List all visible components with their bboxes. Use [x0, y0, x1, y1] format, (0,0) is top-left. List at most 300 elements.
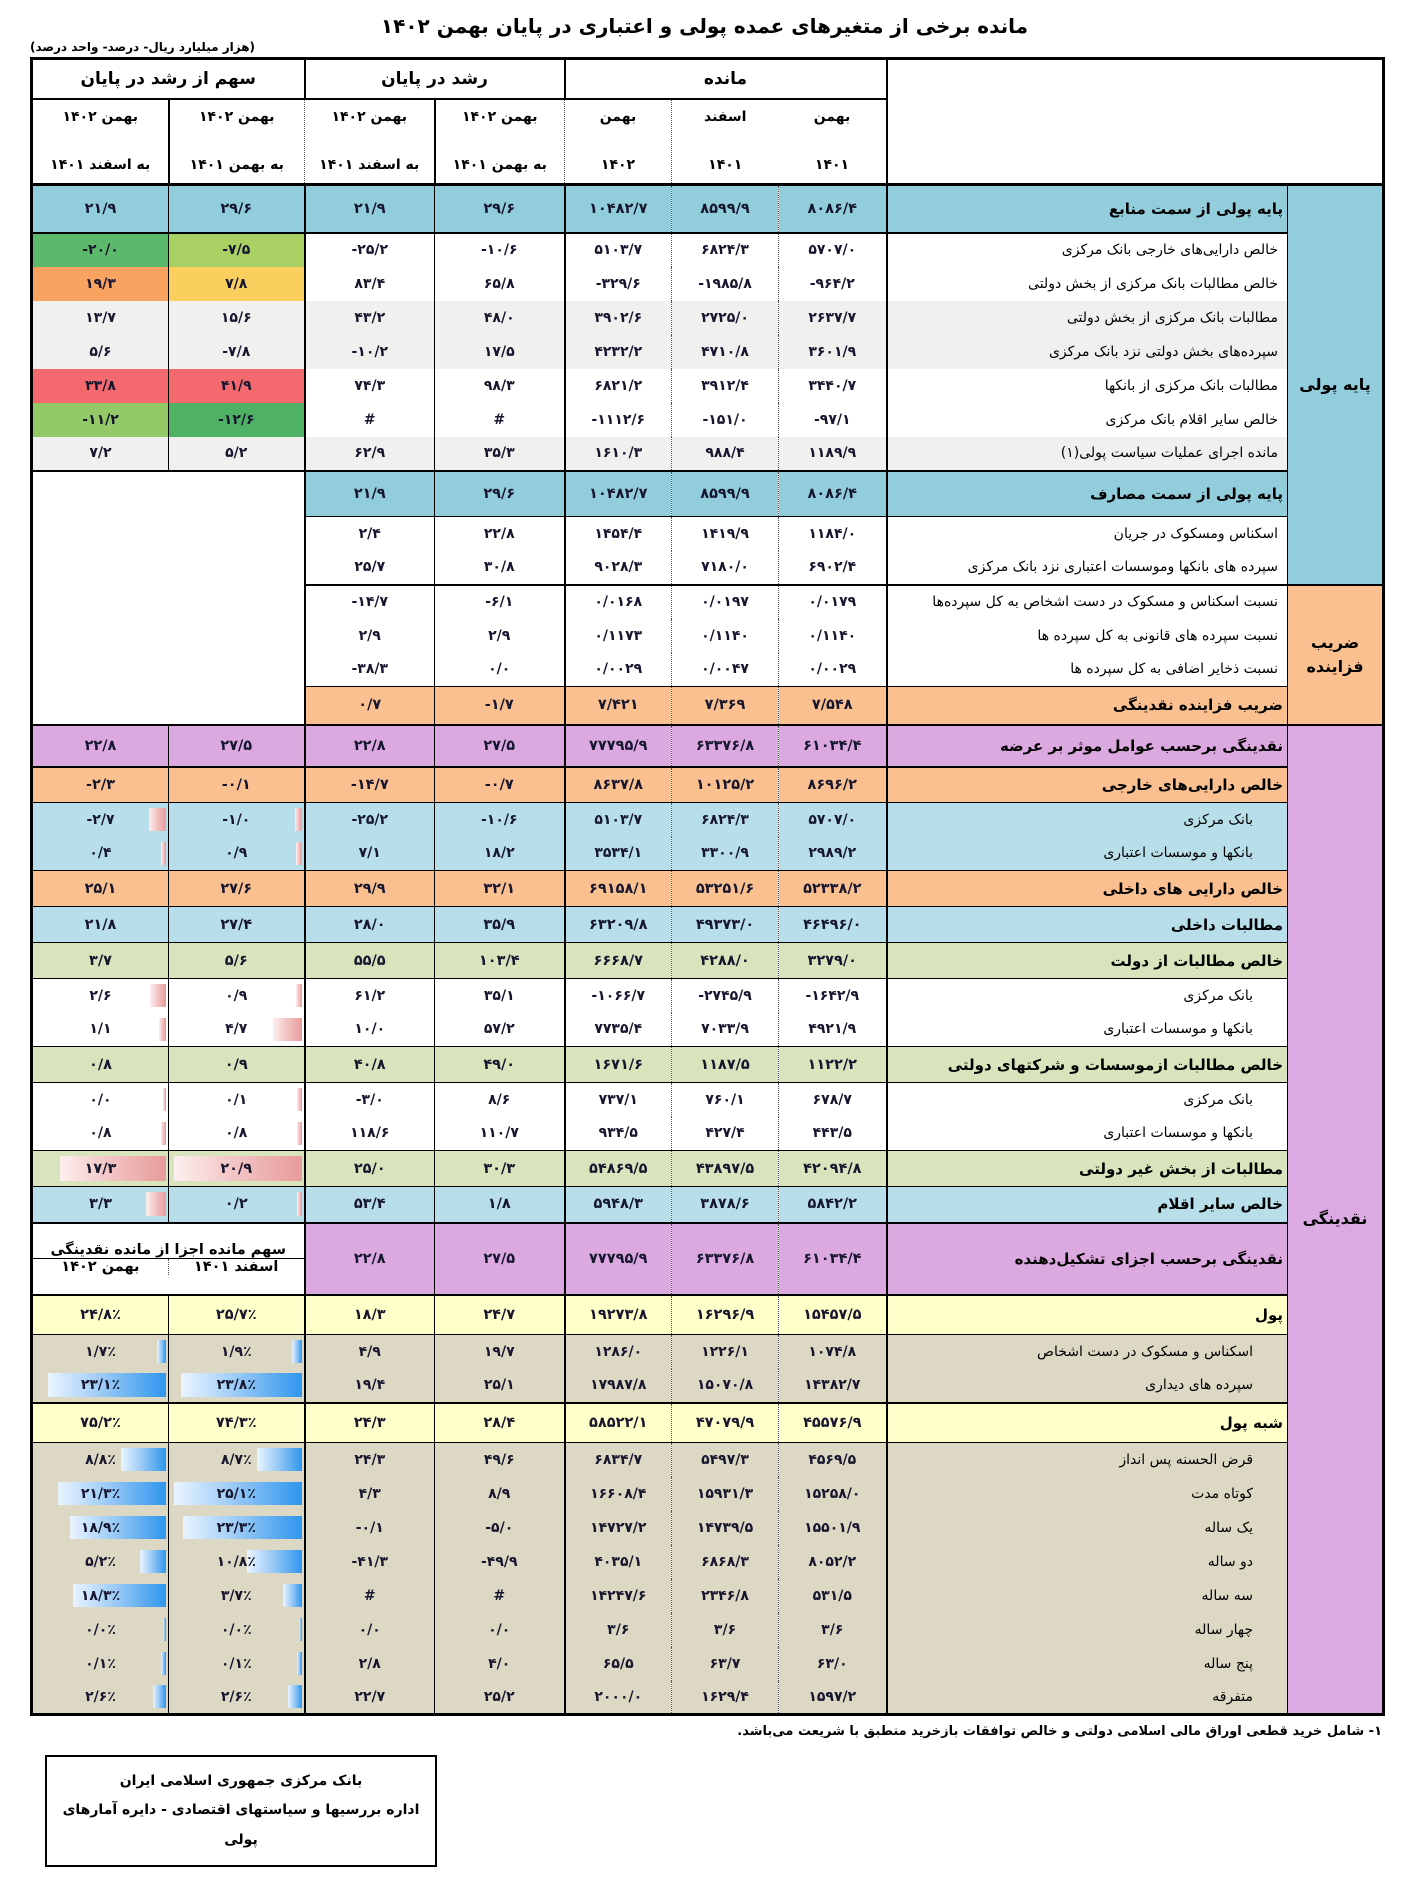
cell-balance-bahman1402-value: ۷۷۳۵/۴ — [594, 1021, 643, 1038]
cell-share-vs-bahman1401-value: -۷/۵ — [222, 242, 251, 258]
cell-share-vs-esfand1401-value: ۰/۰ — [89, 1091, 112, 1108]
cell-growth-vs-bahman1401 — [435, 1013, 565, 1047]
cell-growth-vs-bahman1401 — [435, 1443, 565, 1477]
cell-balance-bahman1401 — [779, 551, 887, 585]
cell-share-vs-esfand1401 — [32, 1511, 169, 1545]
nested-share-title: سهم مانده اجزا از مانده نقدینگی — [33, 1242, 304, 1259]
cell-growth-vs-bahman1401 — [435, 551, 565, 585]
cell-balance-bahman1402 — [565, 1047, 672, 1083]
cell-share-vs-bahman1401 — [169, 1013, 305, 1047]
cell-balance-bahman1401-value: ۳/۶ — [821, 1621, 844, 1638]
cell-balance-bahman1402-value: ۱۶۷۱/۶ — [593, 1056, 644, 1073]
cell-share-vs-bahman1401-value: ۰/۸ — [225, 1125, 248, 1142]
cell-balance-bahman1401-value: ۰/۱۱۴۰ — [808, 627, 857, 644]
table-row — [32, 871, 1384, 907]
row-label: نقدینگی برحسب اجزای تشکیل‌دهنده — [887, 1223, 1288, 1295]
cell-share-vs-esfand1401 — [32, 301, 169, 335]
cell-growth-vs-esfand1401 — [305, 335, 435, 369]
table-row — [32, 437, 1384, 471]
cell-balance-bahman1402 — [565, 1083, 672, 1117]
cell-balance-esfand1401-value: ۳/۶ — [713, 1621, 737, 1638]
cell-balance-bahman1401-value: ۴۵۵۷۶/۹ — [803, 1414, 862, 1431]
cell-share-vs-bahman1401 — [169, 803, 305, 837]
cell-balance-esfand1401-value: ۶۳/۷ — [709, 1655, 741, 1672]
cell-share-vs-bahman1401-value: ۲/۶٪ — [220, 1688, 252, 1705]
cell-balance-esfand1401 — [672, 471, 779, 517]
cell-balance-esfand1401-value: ۹۸۸/۴ — [705, 445, 745, 461]
cell-balance-bahman1402 — [565, 1681, 672, 1715]
cell-balance-bahman1402-value: ۰/۱۱۷۳ — [594, 627, 643, 644]
cell-balance-esfand1401 — [672, 437, 779, 471]
cell-balance-esfand1401-value: ۲۷۲۵/۰ — [701, 309, 749, 326]
cell-share-vs-esfand1401 — [32, 1647, 169, 1681]
cell-balance-esfand1401 — [672, 871, 779, 907]
cell-share-vs-bahman1401 — [169, 1681, 305, 1715]
table-row — [32, 1083, 1384, 1117]
cell-growth-vs-esfand1401-value: -۰/۱ — [355, 1519, 384, 1536]
cell-balance-esfand1401 — [672, 1681, 779, 1715]
cell-growth-vs-esfand1401-value: ۷۴/۳ — [354, 377, 386, 394]
cell-balance-esfand1401 — [672, 267, 779, 301]
table-row — [32, 1443, 1384, 1477]
cell-growth-vs-bahman1401-value: # — [493, 411, 506, 428]
cell-growth-vs-esfand1401-value: -۱۴/۷ — [351, 594, 389, 610]
cell-balance-bahman1401 — [779, 1083, 887, 1117]
cell-balance-bahman1401-value: ۲۶۳۷/۷ — [808, 309, 857, 326]
row-label: سپرده‌های بخش دولتی نزد بانک مرکزی — [887, 335, 1288, 369]
cell-share-vs-bahman1401 — [169, 1369, 305, 1403]
cell-balance-bahman1401-value: ۸۰۸۶/۴ — [807, 485, 858, 502]
cell-growth-vs-esfand1401 — [305, 185, 435, 233]
cell-balance-esfand1401-value: ۸۵۹۹/۹ — [700, 200, 750, 217]
cell-growth-vs-esfand1401 — [305, 551, 435, 585]
cell-growth-vs-bahman1401 — [435, 403, 565, 437]
row-label: خالص سایر اقلام بانک مرکزی — [887, 403, 1288, 437]
header-balance: مانده — [565, 59, 887, 99]
table-row — [32, 1511, 1384, 1545]
cell-share-vs-bahman1401 — [169, 1335, 305, 1369]
cell-balance-esfand1401-value: -۱۵۱/۰ — [702, 411, 748, 428]
cell-share-vs-esfand1401-value: ۸/۸٪ — [85, 1451, 116, 1468]
cell-balance-bahman1402 — [565, 437, 672, 471]
cell-growth-vs-bahman1401 — [435, 185, 565, 233]
cell-growth-vs-esfand1401 — [305, 1477, 435, 1511]
cell-growth-vs-bahman1401-value: ۴۹/۶ — [483, 1451, 515, 1468]
cell-share-vs-bahman1401-value: ۲۳/۳٪ — [216, 1519, 256, 1536]
cell-balance-esfand1401-value: ۰/۱۱۴۰ — [701, 627, 749, 644]
cell-balance-bahman1402 — [565, 1151, 672, 1187]
row-label: خالص مطالبات ازموسسات و شرکتهای دولتی — [887, 1047, 1288, 1083]
cell-balance-esfand1401 — [672, 837, 779, 871]
cell-growth-vs-esfand1401 — [305, 1681, 435, 1715]
cell-balance-bahman1401 — [779, 871, 887, 907]
cell-share-vs-bahman1401 — [169, 233, 305, 267]
row-label: اسکناس ومسکوک در جریان — [887, 517, 1288, 551]
cell-balance-esfand1401-value: ۶۸۲۴/۳ — [701, 242, 749, 258]
cell-balance-bahman1401-value: ۴۶۴۹۶/۰ — [803, 916, 862, 933]
cell-share-vs-esfand1401 — [32, 1083, 169, 1117]
cell-balance-bahman1402-value: ۵۱۰۳/۷ — [594, 242, 643, 258]
cell-growth-vs-bahman1401-value: ۰/۰ — [488, 661, 511, 678]
cell-share-vs-esfand1401-value: ۲۵/۱ — [84, 880, 117, 897]
cell-balance-bahman1402 — [565, 1295, 672, 1335]
cell-balance-esfand1401-value: ۱۵۰۷۰/۸ — [696, 1377, 754, 1393]
cell-balance-bahman1402-value: ۳/۶ — [607, 1621, 630, 1638]
cell-balance-bahman1401 — [779, 471, 887, 517]
cell-share-vs-bahman1401-value: ۰/۹ — [224, 1056, 248, 1073]
cell-balance-bahman1402 — [565, 1335, 672, 1369]
cell-balance-bahman1401 — [779, 1477, 887, 1511]
cell-share-vs-bahman1401-value: ۱/۹٪ — [220, 1343, 252, 1360]
cell-balance-bahman1402-value: ۰/۰۱۶۸ — [594, 594, 643, 610]
cell-growth-vs-bahman1401 — [435, 1151, 565, 1187]
cell-growth-vs-bahman1401 — [435, 653, 565, 687]
cell-growth-vs-bahman1401-value: ۲۷/۵ — [483, 1250, 516, 1267]
cell-balance-esfand1401-value: ۷/۳۶۹ — [704, 697, 746, 714]
cell-share-vs-bahman1401-value: -۷/۸ — [222, 343, 251, 360]
cell-growth-vs-esfand1401 — [305, 1223, 435, 1295]
cell-balance-bahman1402 — [565, 1613, 672, 1647]
cell-share-vs-esfand1401-value: ۰/۴ — [89, 845, 112, 862]
cell-share-vs-esfand1401 — [32, 725, 169, 767]
cell-balance-esfand1401-value: ۴۲۸۸/۰ — [700, 952, 750, 969]
cell-balance-bahman1402-value: ۱۴۲۴۷/۶ — [590, 1587, 647, 1604]
cell-balance-bahman1401 — [779, 767, 887, 803]
cell-balance-esfand1401 — [672, 403, 779, 437]
cell-share-vs-bahman1401-value: ۲۹/۶ — [220, 200, 253, 217]
cell-growth-vs-bahman1401 — [435, 267, 565, 301]
table-row — [32, 369, 1384, 403]
cell-share-vs-esfand1401-value: ۲/۶٪ — [85, 1688, 116, 1705]
cell-balance-bahman1402-value: ۷۳۷/۱ — [598, 1091, 638, 1108]
cell-growth-vs-esfand1401-value: ۲۴/۳ — [354, 1451, 386, 1468]
table-row — [32, 1047, 1384, 1083]
cell-growth-vs-bahman1401-value: ۱۰۳/۴ — [478, 952, 520, 969]
cell-balance-bahman1402 — [565, 335, 672, 369]
cell-growth-vs-esfand1401 — [305, 1579, 435, 1613]
cell-balance-esfand1401-value: ۸۵۹۹/۹ — [700, 485, 750, 502]
row-label: مطالبات از بخش غیر دولتی — [887, 1151, 1288, 1187]
cell-growth-vs-esfand1401 — [305, 1545, 435, 1579]
cell-growth-vs-esfand1401 — [305, 1151, 435, 1187]
cell-growth-vs-esfand1401-value: ۲۲/۸ — [353, 737, 386, 754]
cell-balance-esfand1401 — [672, 1613, 779, 1647]
cell-share-vs-esfand1401-value: ۲۴/۸٪ — [80, 1306, 121, 1323]
table-row — [32, 1187, 1384, 1223]
cell-balance-bahman1401 — [779, 725, 887, 767]
cell-balance-bahman1402-value: ۵۸۵۲۲/۱ — [589, 1414, 648, 1431]
cell-balance-bahman1401 — [779, 1647, 887, 1681]
table-row — [32, 1545, 1384, 1579]
cell-growth-vs-bahman1401 — [435, 1295, 565, 1335]
table-row — [32, 185, 1384, 233]
cell-share-vs-esfand1401-value: ۷۵/۲٪ — [80, 1414, 121, 1431]
cell-share-vs-esfand1401-value: ۱۳/۷ — [85, 309, 116, 326]
cell-balance-bahman1402-value: ۹۳۴/۵ — [598, 1125, 638, 1142]
cell-growth-vs-bahman1401-value: ۲۸/۴ — [483, 1414, 516, 1431]
cell-balance-bahman1401-value: ۱۵۵۰۱/۹ — [804, 1519, 861, 1536]
cell-growth-vs-esfand1401 — [305, 1047, 435, 1083]
cell-share-vs-bahman1401 — [169, 1443, 305, 1477]
cell-growth-vs-bahman1401-value: ۲۴/۷ — [483, 1306, 516, 1323]
cell-balance-esfand1401 — [672, 1369, 779, 1403]
cell-balance-bahman1401 — [779, 979, 887, 1013]
cell-share-vs-esfand1401-value: ۳۳/۸ — [85, 377, 116, 394]
table-row — [32, 1369, 1384, 1403]
cell-balance-bahman1402-value: ۱۹۲۷۳/۸ — [589, 1306, 648, 1323]
cell-balance-bahman1402 — [565, 837, 672, 871]
cell-share-vs-esfand1401-value: ۲۱/۳٪ — [80, 1485, 121, 1502]
cell-balance-bahman1401-value: ۱۵۹۷/۲ — [808, 1688, 857, 1705]
cell-balance-bahman1402 — [565, 233, 672, 267]
cell-balance-bahman1402 — [565, 1403, 672, 1443]
cell-growth-vs-esfand1401-value: -۳/۰ — [355, 1091, 384, 1108]
cell-share-vs-bahman1401 — [169, 1579, 305, 1613]
cell-share-vs-bahman1401 — [169, 1047, 305, 1083]
cell-balance-bahman1402 — [565, 803, 672, 837]
cell-growth-vs-bahman1401-value: -۴۹/۹ — [480, 1553, 518, 1570]
header-corner — [887, 59, 1384, 185]
cell-share-vs-esfand1401 — [32, 335, 169, 369]
cell-balance-bahman1401-value: ۱۱۲۲/۲ — [807, 1056, 858, 1073]
cell-share-vs-bahman1401 — [169, 1545, 305, 1579]
cell-growth-vs-esfand1401-value: -۴۱/۳ — [351, 1553, 389, 1570]
cell-share-vs-esfand1401-value: ۵/۶ — [89, 343, 112, 360]
cell-growth-vs-esfand1401-value: ۲۲/۷ — [354, 1688, 386, 1705]
row-label: خالص دارایی های داخلی — [887, 871, 1288, 907]
cell-share-vs-esfand1401 — [32, 1681, 169, 1715]
cell-growth-vs-bahman1401-value: ۲۷/۵ — [483, 737, 516, 754]
cell-balance-esfand1401-value: ۵۳۲۵۱/۶ — [695, 880, 755, 897]
row-label: نسبت اسکناس و مسکوک در دست اشخاص به کل سپرده‌ها — [887, 585, 1288, 619]
cell-growth-vs-esfand1401 — [305, 725, 435, 767]
cell-growth-vs-esfand1401 — [305, 437, 435, 471]
cell-share-vs-bahman1401 — [169, 1403, 305, 1443]
cell-share-vs-esfand1401 — [32, 369, 169, 403]
table-row — [32, 1151, 1384, 1187]
table-row — [32, 267, 1384, 301]
cell-balance-bahman1401 — [779, 907, 887, 943]
cell-balance-bahman1401-value: ۶۹۰۲/۴ — [808, 559, 857, 575]
table-row — [32, 1681, 1384, 1715]
cell-share-vs-bahman1401 — [169, 369, 305, 403]
subheader-balance-esfand1401: اسفند ۱۴۰۱ — [672, 99, 779, 185]
cell-balance-bahman1402-value: ۶۸۲۱/۲ — [594, 377, 643, 394]
cell-balance-esfand1401-value: ۳۹۱۲/۴ — [701, 377, 749, 394]
cell-growth-vs-esfand1401-value: # — [363, 411, 376, 428]
cell-balance-bahman1401-value: ۳۶۰۱/۹ — [808, 343, 857, 360]
cell-balance-bahman1402 — [565, 907, 672, 943]
cell-balance-esfand1401 — [672, 1047, 779, 1083]
cell-share-vs-bahman1401-value: ۷/۸ — [225, 275, 248, 292]
cell-balance-bahman1402 — [565, 1223, 672, 1295]
cell-growth-vs-bahman1401 — [435, 1545, 565, 1579]
cell-balance-esfand1401 — [672, 1013, 779, 1047]
cell-balance-bahman1402-value: ۶۹۱۵۸/۱ — [589, 880, 648, 897]
cell-growth-vs-bahman1401 — [435, 1083, 565, 1117]
cell-balance-esfand1401-value: ۰/۰۱۹۷ — [701, 594, 749, 610]
cell-balance-bahman1402 — [565, 1647, 672, 1681]
cell-growth-vs-bahman1401 — [435, 837, 565, 871]
cell-growth-vs-bahman1401-value: ۱۸/۲ — [483, 845, 515, 862]
cell-share-vs-bahman1401 — [169, 1613, 305, 1647]
cell-growth-vs-bahman1401 — [435, 803, 565, 837]
cell-balance-bahman1401-value: ۸۰۸۶/۴ — [807, 200, 858, 217]
cell-balance-esfand1401 — [672, 1223, 779, 1295]
table-row — [32, 943, 1384, 979]
cell-growth-vs-esfand1401 — [305, 1083, 435, 1117]
cell-balance-esfand1401-value: ۴۳۸۹۷/۵ — [695, 1160, 755, 1177]
cell-balance-bahman1402 — [565, 687, 672, 725]
cell-growth-vs-esfand1401-value: ۲۱/۹ — [353, 485, 386, 502]
page-title: مانده برخی از متغیرهای عمده پولی و اعتباری در پایان بهمن ۱۴۰۲ — [380, 14, 1029, 38]
cell-balance-bahman1402 — [565, 619, 672, 653]
cell-share-vs-esfand1401-value: ۱۹/۳ — [85, 275, 116, 292]
cell-balance-esfand1401 — [672, 1335, 779, 1369]
cell-balance-bahman1401 — [779, 1335, 887, 1369]
cell-balance-bahman1402-value: ۵۹۴۸/۳ — [593, 1196, 644, 1213]
cell-balance-bahman1402-value: ۵۴۸۶۹/۵ — [589, 1160, 648, 1177]
share-merged-empty — [32, 471, 305, 725]
cell-growth-vs-esfand1401-value: ۶۲/۹ — [354, 445, 386, 461]
cell-share-vs-bahman1401 — [169, 871, 305, 907]
cell-growth-vs-esfand1401-value: ۱۱۸/۶ — [350, 1125, 390, 1142]
row-label: ضریب فزاینده نقدینگی — [887, 687, 1288, 725]
subheader-balance-bahman1402: بهمن ۱۴۰۲ — [565, 99, 672, 185]
table-row — [32, 1403, 1384, 1443]
cell-balance-bahman1402-value: ۱۰۴۸۲/۷ — [589, 485, 648, 502]
cell-balance-bahman1401-value: ۵۳۱/۵ — [812, 1587, 852, 1604]
cell-balance-bahman1402-value: ۱۴۷۲۷/۲ — [590, 1519, 647, 1536]
cell-share-vs-bahman1401-value: ۵/۲ — [225, 445, 248, 461]
cell-balance-bahman1401-value: -۹۷/۱ — [813, 411, 851, 428]
cell-balance-bahman1401-value: ۸۰۵۲/۲ — [808, 1553, 857, 1570]
cell-growth-vs-esfand1401 — [305, 907, 435, 943]
row-label: پایه پولی از سمت مصارف — [887, 471, 1288, 517]
cell-share-vs-esfand1401-value: -۲۰/۰ — [82, 242, 119, 258]
cell-growth-vs-esfand1401-value: ۱۸/۳ — [353, 1306, 386, 1323]
cell-balance-bahman1402-value: ۱۲۸۶/۰ — [594, 1343, 643, 1360]
subheader-share-vs-esfand1401: بهمن ۱۴۰۲ به اسفند ۱۴۰۱ — [32, 99, 169, 185]
cell-balance-esfand1401 — [672, 767, 779, 803]
cell-balance-bahman1402-value: ۱۴۵۴/۴ — [594, 525, 643, 542]
table-row — [32, 301, 1384, 335]
cell-growth-vs-bahman1401-value: ۳۰/۳ — [483, 1160, 516, 1177]
cell-balance-bahman1401 — [779, 1369, 887, 1403]
cell-growth-vs-esfand1401 — [305, 1647, 435, 1681]
cell-balance-bahman1402-value: ۱۶۶۰۸/۴ — [590, 1485, 647, 1502]
cell-balance-esfand1401 — [672, 979, 779, 1013]
cell-growth-vs-bahman1401-value: ۰/۰ — [488, 1621, 511, 1638]
row-label: چهار ساله — [887, 1613, 1288, 1647]
cell-growth-vs-esfand1401 — [305, 1511, 435, 1545]
row-label: مطالبات داخلی — [887, 907, 1288, 943]
cell-share-vs-esfand1401-value: ۷/۲ — [89, 445, 112, 461]
cell-balance-bahman1401 — [779, 185, 887, 233]
cell-balance-esfand1401-value: ۶۸۲۴/۳ — [701, 811, 749, 828]
cell-balance-esfand1401-value: -۲۷۴۵/۹ — [698, 987, 752, 1004]
cell-share-vs-esfand1401 — [32, 943, 169, 979]
cell-share-vs-esfand1401 — [32, 767, 169, 803]
cell-growth-vs-bahman1401 — [435, 725, 565, 767]
cell-share-vs-bahman1401-value: ۰/۰٪ — [220, 1621, 252, 1638]
cell-growth-vs-bahman1401-value: ۵۷/۲ — [483, 1021, 515, 1038]
cell-balance-bahman1402 — [565, 725, 672, 767]
cell-share-vs-esfand1401-value: ۱۷/۳ — [84, 1160, 117, 1177]
cell-growth-vs-bahman1401 — [435, 1223, 565, 1295]
cell-growth-vs-bahman1401 — [435, 1511, 565, 1545]
cell-balance-bahman1402 — [565, 1511, 672, 1545]
cell-balance-bahman1401-value: ۱۵۲۵۸/۰ — [804, 1485, 861, 1502]
cell-share-vs-bahman1401 — [169, 1511, 305, 1545]
cell-balance-esfand1401 — [672, 1083, 779, 1117]
cell-growth-vs-bahman1401 — [435, 1187, 565, 1223]
cell-growth-vs-bahman1401-value: ۲۵/۲ — [483, 1688, 515, 1705]
cell-growth-vs-bahman1401 — [435, 1613, 565, 1647]
cell-growth-vs-bahman1401 — [435, 301, 565, 335]
cell-balance-bahman1402-value: ۴۲۳۲/۲ — [594, 343, 643, 360]
cell-growth-vs-bahman1401-value: ۱/۸ — [487, 1196, 511, 1213]
nested-share-header-box — [33, 1242, 304, 1275]
cell-balance-bahman1402-value: ۶۳۲۰۹/۸ — [589, 916, 648, 933]
cell-balance-esfand1401 — [672, 369, 779, 403]
cell-share-vs-esfand1401 — [32, 1369, 169, 1403]
cell-growth-vs-esfand1401 — [305, 1187, 435, 1223]
cell-share-vs-bahman1401-value: ۰/۱ — [225, 1091, 248, 1108]
cell-balance-bahman1401 — [779, 687, 887, 725]
cell-growth-vs-esfand1401-value: ۵۵/۵ — [353, 952, 386, 969]
cell-balance-bahman1401 — [779, 803, 887, 837]
cell-balance-bahman1402 — [565, 871, 672, 907]
cell-balance-bahman1401-value: ۵۷۰۷/۰ — [808, 811, 857, 828]
cell-growth-vs-bahman1401 — [435, 1369, 565, 1403]
cell-share-vs-esfand1401-value: ۰/۸ — [89, 1125, 112, 1142]
cell-growth-vs-bahman1401-value: ۲/۹ — [488, 627, 511, 644]
cell-growth-vs-bahman1401 — [435, 1681, 565, 1715]
cell-growth-vs-esfand1401-value: -۲۵/۲ — [351, 242, 389, 258]
table-row — [32, 233, 1384, 267]
cell-share-vs-bahman1401-value: -۱/۰ — [222, 811, 251, 828]
cell-balance-esfand1401 — [672, 687, 779, 725]
cell-balance-esfand1401 — [672, 1403, 779, 1443]
cell-growth-vs-esfand1401 — [305, 301, 435, 335]
cell-balance-esfand1401 — [672, 619, 779, 653]
cell-share-vs-esfand1401 — [32, 403, 169, 437]
cell-balance-esfand1401-value: ۵۴۹۷/۳ — [701, 1451, 749, 1468]
cell-balance-esfand1401-value: ۱۵۹۳۱/۳ — [696, 1485, 754, 1502]
nested-share-header — [32, 1223, 305, 1295]
cell-balance-bahman1401 — [779, 301, 887, 335]
cell-growth-vs-esfand1401 — [305, 943, 435, 979]
cell-balance-esfand1401-value: ۶۳۳۷۶/۸ — [695, 737, 755, 754]
cell-share-vs-bahman1401 — [169, 267, 305, 301]
cell-balance-esfand1401-value: ۴۹۳۷۳/۰ — [695, 916, 755, 933]
cell-balance-esfand1401-value: ۷۶۰/۱ — [705, 1091, 745, 1108]
cell-balance-bahman1402 — [565, 1187, 672, 1223]
header-growth: رشد در پایان — [305, 59, 565, 99]
row-label: خالص مطالبات بانک مرکزی از بخش دولتی — [887, 267, 1288, 301]
cell-share-vs-bahman1401-value: ۰/۲ — [224, 1196, 248, 1213]
table-row — [32, 837, 1384, 871]
cell-share-vs-esfand1401 — [32, 1295, 169, 1335]
subheader-share-vs-bahman1401: بهمن ۱۴۰۲ به بهمن ۱۴۰۱ — [169, 99, 305, 185]
row-label: بانک مرکزی — [887, 979, 1288, 1013]
table-row — [32, 907, 1384, 943]
cell-share-vs-bahman1401 — [169, 301, 305, 335]
cell-growth-vs-bahman1401 — [435, 585, 565, 619]
cell-share-vs-bahman1401-value: ۴۱/۹ — [220, 377, 252, 394]
cell-balance-esfand1401 — [672, 725, 779, 767]
